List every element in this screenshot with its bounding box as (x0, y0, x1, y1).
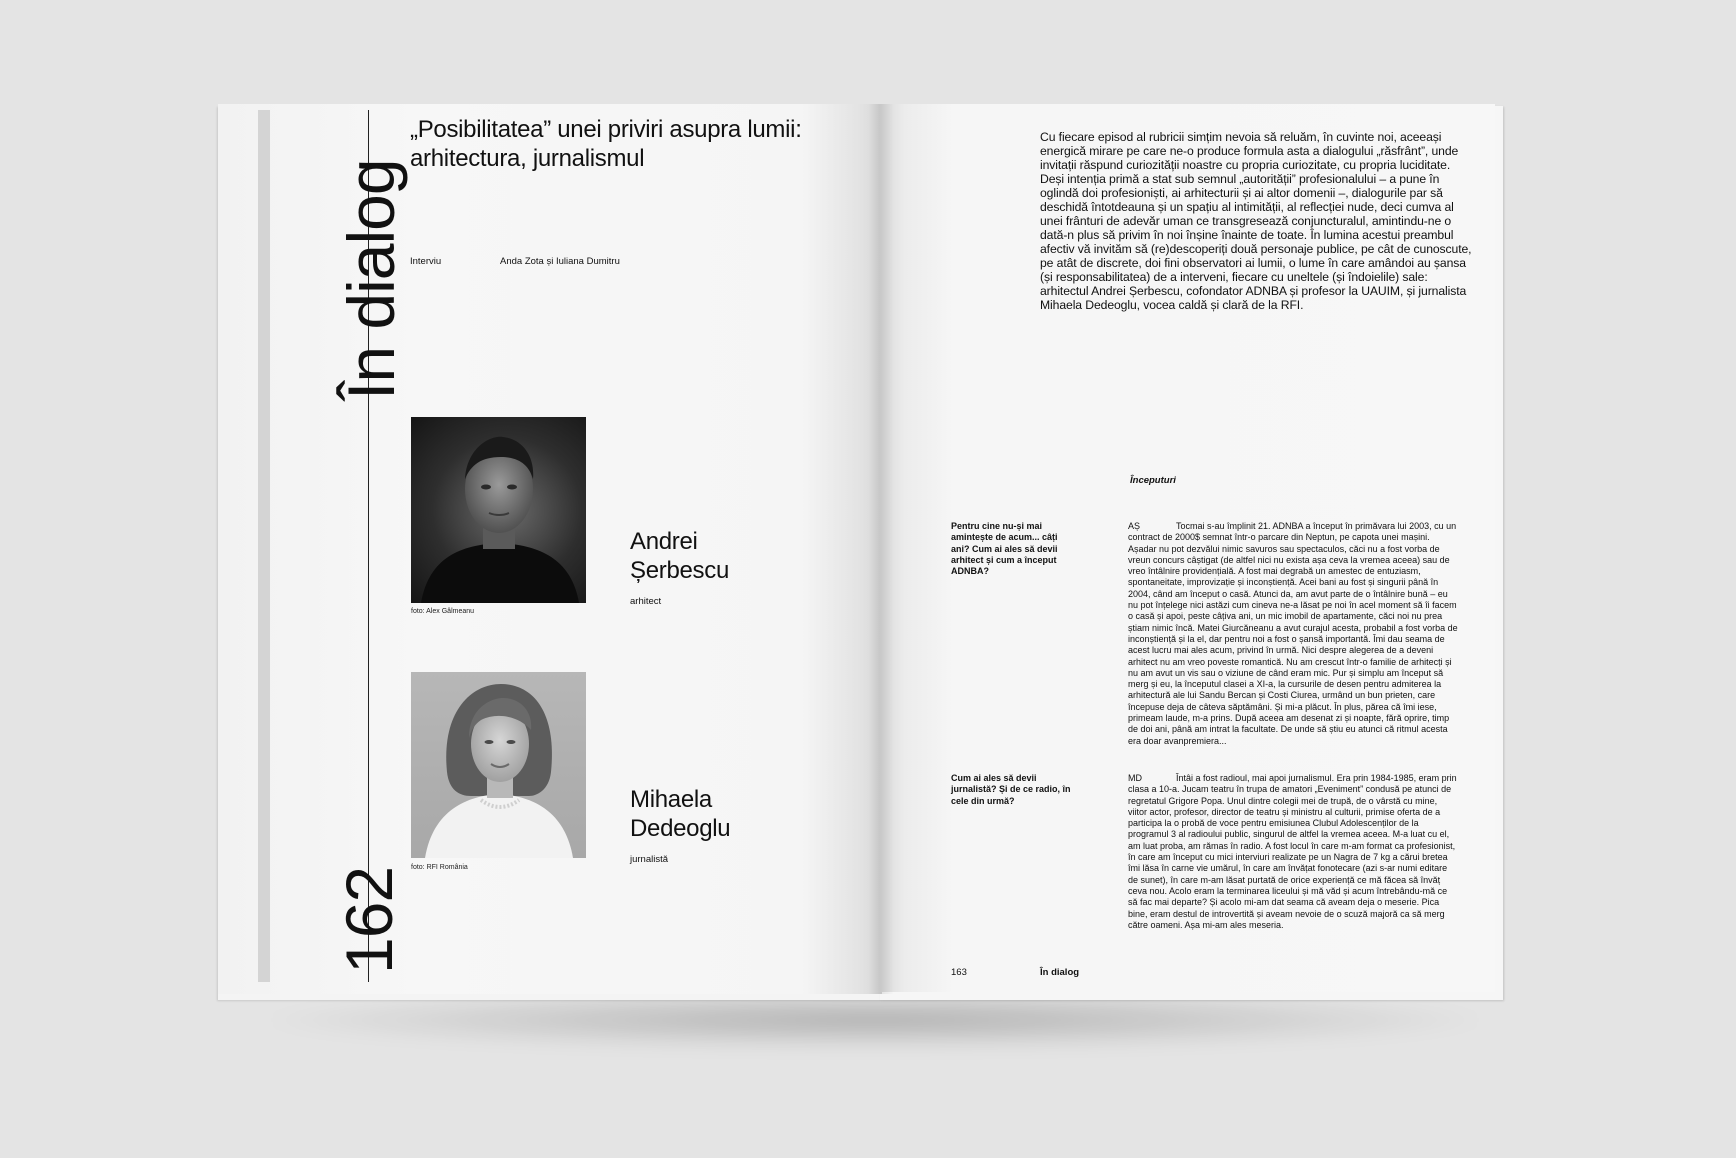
folio-page-number: 163 (951, 967, 967, 978)
portrait-photo-mihaela (411, 672, 586, 858)
interview-answer: Întâi a fost radioul, mai apoi jurnalismul. Era prin 1984-1985, eram prin clasa a 10-a. Jucam teatru în trupa de amatori „Eveniment” condusă pe atunci de regretatul Grigore Popa. Unul dintre colegii mei de trupă, de o vârstă cu mine, viitor actor, profesor, director de teatru și ministru al culturii, primise oferta de a participa la o probă de voce pentru emisiunea Clubul Adolescenților de la programul 3 al radioului public, singurul de altfel la vremea aceea. M-a luat cu el, am luat proba, am rămas în radio. A fost locul în care m-am format ca profesionist, în care am început cu mici interviuri realizate pe un Nagra de 7 kg a cărui bretea îmi lăsa în carne vie umărul, în care am învățat fonotecare (azi s-ar numi editare de sunet), în care m-am lăsat purtată de orice experiență ce mă făcea să învăț ceva nou. Acolo eram la terminarea liceului și mă văd și acum întrebându-mă ce să fac mai departe? Și acolo mi-am dat seama că aveam deja o meserie. Pica bine, eram destul de introvertită și aveam nevoie de o scuză majoră ca să merg către oameni. Așa mi-am ales meseria. (1128, 773, 1457, 930)
folio-section-title: În dialog (1040, 967, 1080, 978)
vertical-page-number: 162 (332, 866, 406, 974)
person-role-mihaela: jurnalistă (630, 854, 669, 865)
vertical-section-title: În dialog (334, 159, 408, 400)
interview-question: Pentru cine nu-și mai amintește de acum... câți ani? Cum ai ales să devii arhitect și cum a început ADNBA? (951, 521, 1058, 577)
article-type-label: Interviu (410, 256, 442, 267)
book-gutter (868, 104, 894, 994)
photo-credit-mihaela: foto: RFI România (411, 864, 468, 871)
person-role-andrei: arhitect (630, 596, 662, 607)
article-headline: „Posibilitatea” unei priviri asupra lumii: arhitectura, jurnalismul (410, 116, 802, 172)
article-authors: Anda Zota și Iuliana Dumitru (500, 256, 620, 267)
section-label: Începuturi (1130, 475, 1176, 486)
person-name-andrei: Andrei Șerbescu (630, 528, 729, 584)
intro-paragraph: Cu fiecare episod al rubricii simțim nevoia să reluăm, în cuvinte noi, aceeași energică mirare pe care ne-o produce formula asta a dialogului „răsfrânt”, unde invitații răspund curiozității noastre cu propria curiozitate, cu propria luciditate. Deși intenția primă a stat sub semnul „autorității” profesionalului – a pune în oglindă doi profesioniști, ai arhitecturii și ai altor domenii –, dialogurile par să deschidă întotdeauna și un spațiu al intimității, al reflecției nude, deci cumva al unei frânturi de adevăr uman ce transgresează conjuncturalul, amintindu-ne o dată-n plus să privim în noi înșine înainte de toate. În lumina acestui preambul afectiv vă invităm să (re)descoperiți două personaje publice, pe cât de cunoscute, pe atât de discrete, doi fini observatori ai lumii, o lume în care amândoi au șansa (și responsabilitatea) de a interveni, fiecare cu uneltele (și îndoielile) sale: arhitectul Andrei Șerbescu, cofondator ADNBA și profesor la UAUIM, și jurnalista Mihaela Dedeoglu, vocea caldă și clară de la RFI. (1040, 130, 1472, 312)
portrait-photo-andrei (411, 417, 586, 603)
person-name-mihaela: Mihaela Dedeoglu (630, 786, 731, 842)
speaker-initials: AȘ (1128, 521, 1141, 531)
interview-answer: Tocmai s-au împlinit 21. ADNBA a început în primăvara lui 2003, cu un contract de 2000$ semnat într-o parcare din Neptun, pe capota unei mașini. Așadar nu pot dezvălui nimic savuros sau spectaculos, căci nu a fost vorba de vreun concurs câștigat (de altfel nici nu exista așa ceva la vremea aceea) sau de vreo întâlnire providențială. A fost mai degrabă un amestec de entuziasm, spontaneitate, improvizație și inconștiență. Acei bani au fost și singurii până în 2004, când am început o casă. Atunci da, am avut parte de o întâlnire bună – eu nu pot înțelege nici astăzi cum cineva ne-a lăsat pe noi în acel moment să îi facem o casă și apoi, peste câțiva ani, un mic imobil de apartamente, căci noi nu prea știam nimic încă. Matei Giurcăneanu a avut curajul acesta, probabil a fost vorba de inconștiență și la el, dar pentru noi a fost o șansă importantă. Îmi dau seama de acest lucru mai ales acum, privind în urmă. Nici despre alegerea de a deveni arhitect nu am vreo poveste romantică. Nu am crescut într-o familie de arhitecți și nu am avut un vis sau o viziune de când eram mic. Pur și simplu am început să merg și eu, la începutul clasei a XI-a, la cursurile de desen pentru admiterea la arhitectură ale lui Sandu Bercan și Costi Ciurea, urmând un bun prieten, care începuse deja de câteva săptămâni. Și mi-a plăcut. În plus, părea că îmi iese, primeam laude, m-a prins. După aceea am desenat zi și noapte, fără oprire, timp de doi ani, până am intrat la facultate. De unde să știu eu atunci că ritmul acesta era doar avanpremiera... (1128, 521, 1458, 746)
interview-question: Cum ai ales să devii jurnalistă? Și de ce radio, în cele din urmă? (951, 773, 1071, 806)
photo-credit-andrei: foto: Alex Gâlmeanu (411, 608, 475, 615)
speaker-initials: MD (1128, 773, 1142, 783)
